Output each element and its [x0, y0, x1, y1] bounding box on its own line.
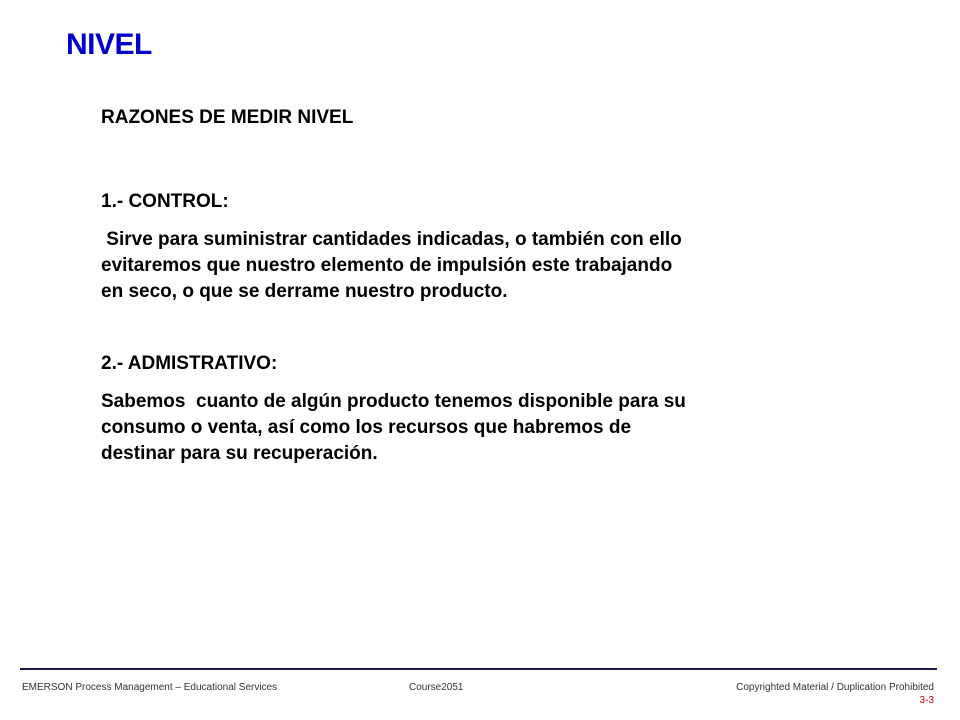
slide-subtitle: RAZONES DE MEDIR NIVEL — [101, 107, 354, 128]
section-body-control: Sirve para suministrar cantidades indicadas, o también con ello evitaremos que nuestro elemento de impulsión este trabajando en seco, o que se derrame nuestro producto. — [101, 229, 682, 302]
slide-title: NIVEL — [66, 28, 152, 61]
footer-course: Course2051 — [409, 682, 464, 693]
footer-divider — [20, 668, 937, 670]
section-body-administrative: Sabemos cuanto de algún producto tenemos disponible para su consumo o venta, así como los recursos que habremos de destinar para su recuperación. — [101, 391, 686, 464]
section-heading-control: 1.- CONTROL: — [101, 191, 229, 212]
section-control — [101, 189, 861, 305]
footer-copyright: Copyrighted Material / Duplication Prohibited — [736, 682, 934, 693]
page-number: 3-3 — [919, 695, 934, 706]
spacer — [101, 215, 861, 227]
slide-content — [101, 105, 861, 467]
section-heading-administrative: 2.- ADMISTRATIVO: — [101, 353, 278, 374]
section-administrative — [101, 351, 861, 467]
footer-organization: EMERSON Process Management – Educational Services — [22, 682, 278, 693]
spacer — [101, 377, 861, 389]
spacer — [101, 305, 861, 351]
spacer — [101, 131, 861, 189]
